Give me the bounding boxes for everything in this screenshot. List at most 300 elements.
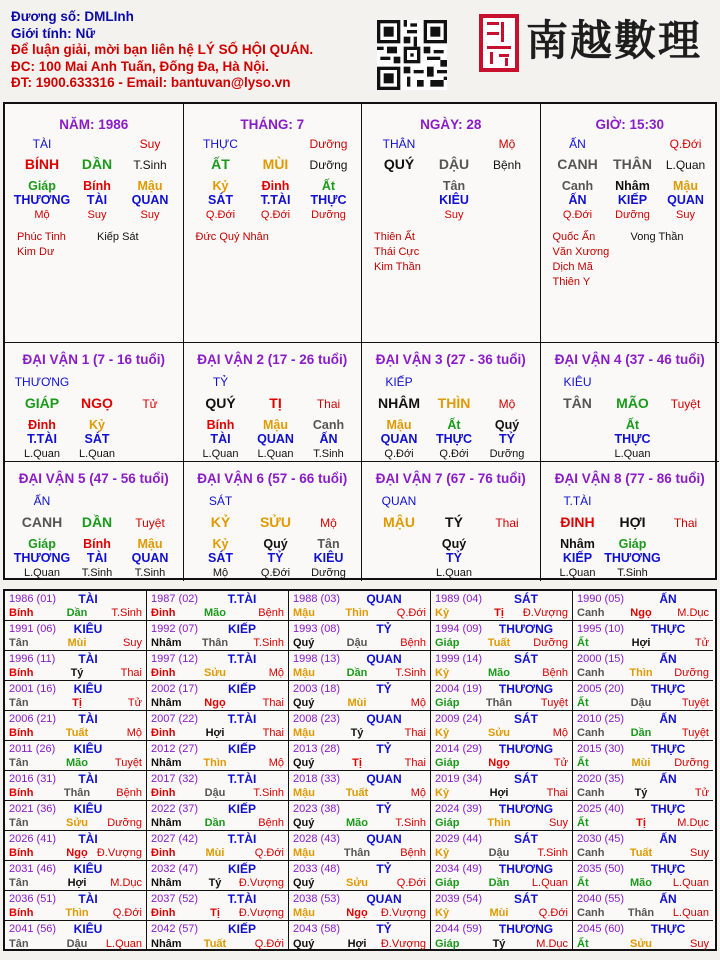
year-stem: Nhâm: [151, 877, 182, 889]
year-cell: [289, 621, 431, 651]
year-branch: Dậu: [630, 697, 652, 709]
year-cell: [431, 801, 573, 831]
year-stage: Dưỡng: [674, 667, 709, 679]
year-stem: Tân: [9, 637, 29, 649]
year-stage: Q.Đới: [254, 847, 284, 859]
earthly-branch: DẬU: [438, 156, 470, 172]
hidden-ten-god: QUAN: [257, 432, 294, 446]
year-ten-god: TỶ: [376, 802, 392, 816]
branch-stage: L.Quan: [665, 158, 706, 172]
hidden-ten-god: KIÊU: [439, 193, 469, 207]
year-label: 2016 (31): [9, 773, 57, 785]
year-stage: Q.Đới: [396, 877, 426, 889]
year-stage: M.Dục: [536, 938, 568, 950]
hidden-stage: Q.Đới: [439, 448, 469, 460]
heavenly-stem: TÂN: [563, 395, 592, 411]
year-branch: Mùi: [205, 847, 225, 859]
year-cell: [147, 621, 289, 651]
ten-god-label: T.TÀI: [563, 494, 592, 508]
dai-van-2: [184, 343, 363, 462]
year-ten-god: SÁT: [514, 772, 538, 786]
year-label: 2040 (55): [577, 893, 625, 905]
year-ten-god: TÀI: [78, 832, 98, 846]
year-cell: [5, 891, 147, 921]
year-label: 2024 (39): [435, 803, 483, 815]
year-branch: Tị: [636, 817, 646, 829]
hidden-stem: Bính: [83, 537, 111, 551]
year-cell: [147, 801, 289, 831]
year-ten-god: KIÊU: [73, 682, 103, 696]
year-stage: Bệnh: [400, 637, 426, 649]
hidden-ten-god: THỰC: [614, 432, 651, 446]
year-branch: Mão: [66, 757, 88, 769]
symbolic-stars: [374, 230, 421, 275]
hidden-stage: T.Sinh: [313, 448, 344, 460]
year-branch: Mùi: [489, 907, 509, 919]
year-ten-god: THƯƠNG: [498, 742, 554, 756]
year-stage: T.Sinh: [537, 847, 568, 859]
year-stage: Bệnh: [258, 817, 284, 829]
year-label: 1999 (14): [435, 653, 483, 665]
year-branch: Dần: [346, 667, 368, 679]
hidden-ten-god: TỶ: [267, 551, 284, 565]
star-name: Thiên Ất: [374, 231, 415, 243]
year-branch: Mão: [488, 667, 510, 679]
hidden-stem: Mậu: [673, 179, 698, 193]
year-label: 2001 (16): [9, 683, 57, 695]
year-stem: Tân: [9, 938, 29, 950]
year-stage: Mộ: [126, 727, 142, 739]
year-cell: [573, 921, 713, 951]
year-stem: Đinh: [151, 787, 176, 799]
year-cell: [573, 621, 713, 651]
year-stem: Bính: [9, 667, 34, 679]
ten-god-label: ẤN: [33, 494, 51, 508]
year-ten-god: T.TÀI: [227, 712, 257, 726]
hidden-ten-god: QUAN: [380, 432, 418, 446]
year-branch: Mùi: [631, 757, 651, 769]
year-branch: Thìn: [629, 667, 653, 679]
year-stage: Đ.Vượng: [238, 877, 284, 889]
year-cell: [5, 921, 147, 951]
dai-van-4: [541, 343, 720, 462]
hidden-stem: Ất: [625, 418, 640, 432]
year-label: 2030 (45): [577, 833, 625, 845]
year-ten-god: ẤN: [659, 712, 677, 726]
year-stem: Đinh: [151, 667, 176, 679]
hidden-stage: Mộ: [212, 567, 229, 579]
year-stage: Bệnh: [542, 667, 568, 679]
year-stem: Giáp: [435, 757, 460, 769]
year-label: 2002 (17): [151, 683, 199, 695]
year-label: 2029 (44): [435, 833, 483, 845]
dai-van-5: [5, 462, 184, 581]
hidden-ten-god: SÁT: [208, 193, 233, 207]
owner-name: Đương số: DMLInh: [11, 9, 134, 24]
year-branch: Dậu: [66, 938, 88, 950]
year-stage: Bệnh: [258, 607, 284, 619]
year-branch: Mùi: [347, 697, 367, 709]
year-stem: Giáp: [435, 637, 460, 649]
year-cell: [5, 801, 147, 831]
earthly-branch: DẦN: [81, 514, 113, 530]
hidden-ten-god: ẤN: [568, 193, 587, 207]
dai-van-1: [5, 343, 184, 462]
year-stage: Bệnh: [116, 787, 142, 799]
hidden-stem: Mậu: [137, 537, 163, 551]
year-ten-god: QUAN: [366, 592, 402, 606]
year-label: 2023 (38): [293, 803, 341, 815]
year-cell: [431, 711, 573, 741]
year-branch: Tị: [494, 607, 504, 619]
year-stage: Đ.Vượng: [522, 607, 568, 619]
year-stage: Tử: [127, 697, 142, 709]
earthly-branch: NGỌ: [81, 395, 113, 411]
year-label: 2044 (59): [435, 923, 483, 935]
year-cell: [147, 741, 289, 771]
hidden-stem: Mậu: [263, 418, 288, 432]
year-cell: [289, 831, 431, 861]
year-ten-god: SÁT: [514, 652, 538, 666]
year-label: 2004 (19): [435, 683, 483, 695]
year-stem: Kỷ: [435, 667, 450, 679]
heavenly-stem: CANH: [557, 156, 598, 172]
contact-line: Để luận giải, mời bạn liên hệ LÝ SỐ HỘI QUÁN.: [11, 42, 314, 58]
year-stem: Bính: [9, 727, 34, 739]
year-label: 2020 (35): [577, 773, 625, 785]
year-stage: Tuyệt: [681, 727, 709, 739]
year-stem: Kỷ: [435, 787, 450, 799]
year-cell: [289, 921, 431, 951]
ten-god-label: THÂN: [382, 137, 416, 151]
year-stage: L.Quan: [672, 907, 709, 919]
year-stage: T.Sinh: [253, 637, 284, 649]
branch-stage: Tử: [142, 397, 158, 411]
year-branch: Dậu: [204, 787, 226, 799]
year-stem: Quý: [293, 817, 315, 829]
year-branch: Sửu: [487, 727, 511, 739]
year-ten-god: THỰC: [650, 622, 686, 636]
branch-stage: T.Sinh: [133, 158, 167, 172]
logo-text: 南越數理: [526, 16, 703, 65]
year-cell: [573, 591, 713, 621]
year-branch: Dậu: [346, 637, 368, 649]
year-cell: [289, 681, 431, 711]
year-stage: M.Dục: [677, 817, 709, 829]
year-stage: Tuyệt: [114, 757, 142, 769]
phone-email-line: ĐT: 1900.633316 - Email: bantuvan@lyso.vn: [11, 75, 291, 91]
year-cell: [431, 891, 573, 921]
hidden-ten-god: TÀI: [86, 193, 108, 207]
year-branch: Tuất: [65, 727, 89, 739]
star-name: Thiên Y: [552, 276, 591, 288]
year-cell: [573, 861, 713, 891]
hidden-stem: Ất: [321, 179, 336, 193]
year-stem: Đinh: [151, 607, 176, 619]
year-stem: Kỷ: [435, 607, 450, 619]
year-stage: Thai: [546, 787, 568, 799]
year-label: 2033 (48): [293, 863, 341, 875]
year-branch: Ngọ: [346, 907, 368, 919]
year-stem: Giáp: [435, 817, 460, 829]
hidden-stem: Canh: [312, 418, 345, 432]
hidden-ten-god: QUAN: [131, 193, 169, 207]
year-cell: [5, 621, 147, 651]
year-branch: Mão: [204, 607, 226, 619]
hidden-stage: L.Quan: [23, 448, 61, 460]
year-stage: Dưỡng: [107, 817, 142, 829]
hidden-ten-god: THỰC: [435, 432, 473, 446]
hidden-ten-god: QUAN: [667, 193, 704, 207]
year-ten-god: QUAN: [366, 772, 402, 786]
year-ten-god: ẤN: [659, 592, 677, 606]
hidden-stem: Ất: [447, 418, 461, 432]
ten-god-label: THƯƠNG: [14, 375, 70, 389]
year-label: 2005 (20): [577, 683, 625, 695]
symbolic-stars-2: [631, 230, 684, 245]
hidden-stage: Mộ: [34, 209, 50, 221]
year-label: 1996 (11): [9, 653, 56, 665]
year-branch: Tý: [492, 938, 506, 950]
hidden-stem: Mậu: [137, 179, 163, 193]
year-stage: Q.Đới: [254, 938, 284, 950]
hidden-stem: Đinh: [28, 418, 56, 432]
dai-van-title: ĐẠI VẬN 8 (77 - 86 tuổi): [554, 471, 705, 486]
year-branch: Hợi: [205, 727, 225, 739]
year-label: 2038 (53): [293, 893, 341, 905]
hidden-ten-god: SÁT: [208, 551, 233, 565]
year-ten-god: THỰC: [650, 742, 686, 756]
hidden-ten-god: THỰC: [310, 193, 347, 207]
branch-stage: Tuyệt: [670, 397, 701, 411]
year-branch: Thân: [627, 907, 655, 919]
year-label: 2039 (54): [435, 893, 483, 905]
year-stem: Đinh: [151, 727, 176, 739]
year-stem: Canh: [577, 667, 605, 679]
year-ten-god: KIẾP: [227, 862, 257, 876]
year-cell: [147, 711, 289, 741]
year-stage: Đ.Vượng: [238, 907, 284, 919]
year-stem: Ất: [577, 637, 589, 649]
pillar-3: [362, 104, 541, 343]
hidden-stem: Kỷ: [212, 537, 229, 551]
year-cell: [289, 741, 431, 771]
hidden-stage: T.Sinh: [81, 567, 113, 579]
hidden-stage: L.Quan: [257, 448, 294, 460]
year-label: 2034 (49): [435, 863, 483, 875]
hidden-stage: T.Sinh: [617, 567, 648, 579]
heavenly-stem: NHÂM: [378, 395, 420, 411]
year-ten-god: T.TÀI: [227, 592, 257, 606]
year-ten-god: ẤN: [659, 652, 677, 666]
year-cell: [5, 831, 147, 861]
hidden-stage: Q.Đới: [562, 209, 593, 221]
year-stem: Giáp: [435, 697, 460, 709]
ten-god-label: ẤN: [569, 137, 586, 151]
year-stem: Bính: [9, 787, 34, 799]
year-stem: Canh: [577, 847, 605, 859]
dai-van-7: [362, 462, 541, 581]
hidden-ten-god: THƯƠNG: [13, 551, 71, 565]
year-stage: Dưỡng: [533, 637, 568, 649]
year-label: 2010 (25): [577, 713, 625, 725]
year-branch: Tuất: [487, 637, 511, 649]
symbolic-stars: [17, 230, 66, 260]
year-ten-god: T.TÀI: [227, 892, 257, 906]
year-label: 2007 (22): [151, 713, 199, 725]
year-ten-god: THƯƠNG: [498, 862, 554, 876]
year-branch: Tý: [208, 877, 222, 889]
year-ten-god: THƯƠNG: [498, 922, 554, 936]
hidden-stage: Q.Đới: [205, 209, 236, 221]
year-branch: Tị: [72, 697, 82, 709]
year-stem: Tân: [9, 817, 29, 829]
year-branch: Hợi: [347, 938, 367, 950]
star-name: Thái Cực: [374, 246, 420, 258]
year-label: 2018 (33): [293, 773, 341, 785]
year-label: 1992 (07): [151, 623, 199, 635]
hidden-ten-god: THƯƠNG: [13, 193, 71, 207]
year-label: 2037 (52): [151, 893, 199, 905]
year-stem: Quý: [293, 757, 315, 769]
year-label: 1993 (08): [293, 623, 341, 635]
year-cell: [431, 591, 573, 621]
earthly-branch: MÃO: [616, 395, 649, 411]
year-stage: L.Quan: [531, 877, 568, 889]
year-ten-god: THỰC: [650, 862, 686, 876]
dai-van-title: ĐẠI VẬN 3 (27 - 36 tuổi): [375, 352, 526, 367]
earthly-branch: SỬU: [259, 514, 292, 530]
year-cell: [5, 711, 147, 741]
year-stem: Kỷ: [435, 727, 450, 739]
pillar-title: NGÀY: 28: [420, 117, 482, 132]
year-ten-god: ẤN: [659, 832, 677, 846]
hidden-stage: Q.Đới: [260, 209, 291, 221]
year-label: 2012 (27): [151, 743, 199, 755]
year-ten-god: ẤN: [659, 892, 677, 906]
life-stage: Dưỡng: [309, 137, 348, 151]
branch-stage: Thai: [316, 397, 341, 411]
heavenly-stem: KỶ: [210, 514, 231, 530]
year-branch: Ngọ: [488, 757, 510, 769]
year-branch: Dần: [488, 877, 510, 889]
year-ten-god: THỰC: [650, 922, 686, 936]
symbolic-stars: [553, 230, 610, 290]
year-label: 1991 (06): [9, 623, 57, 635]
year-branch: Tị: [352, 757, 362, 769]
year-stage: Tử: [694, 637, 709, 649]
qr-code-icon: [377, 20, 447, 90]
year-label: 2026 (41): [9, 833, 57, 845]
year-label: 2015 (30): [577, 743, 625, 755]
ten-god-label: TỶ: [212, 375, 229, 389]
year-branch: Hợi: [67, 877, 87, 889]
year-stage: Tuyệt: [681, 697, 709, 709]
year-stem: Nhâm: [151, 938, 182, 950]
heavenly-stem: ĐINH: [560, 514, 595, 530]
year-stem: Giáp: [435, 877, 460, 889]
year-cell: [431, 921, 573, 951]
year-stage: Suy: [123, 637, 142, 649]
year-branch: Tuất: [629, 847, 653, 859]
year-label: 2042 (57): [151, 923, 199, 935]
hidden-stem: Giáp: [618, 537, 647, 551]
hidden-stage: Q.Đới: [260, 567, 291, 579]
year-branch: Ngọ: [66, 847, 88, 859]
star-name: Phúc Tinh: [17, 231, 66, 243]
year-stem: Mậu: [293, 727, 315, 739]
year-label: 2027 (42): [151, 833, 199, 845]
year-branch: Ngọ: [630, 607, 652, 619]
year-cell: [147, 831, 289, 861]
year-label: 2035 (50): [577, 863, 625, 875]
year-stage: Mộ: [552, 727, 568, 739]
year-branch: Mão: [346, 817, 368, 829]
year-stem: Mậu: [293, 607, 315, 619]
year-label: 1990 (05): [577, 593, 625, 605]
hidden-stage: Q.Đới: [384, 448, 414, 460]
branch-stage: Bệnh: [492, 158, 522, 172]
year-ten-god: SÁT: [514, 592, 538, 606]
hidden-stem: Tân: [442, 179, 466, 193]
year-branch: Thân: [63, 787, 91, 799]
year-stem: Ất: [577, 817, 589, 829]
year-ten-god: TỶ: [376, 922, 392, 936]
branch-stage: Thai: [495, 516, 519, 530]
year-stage: Thai: [262, 727, 284, 739]
year-stem: Canh: [577, 907, 605, 919]
year-stem: Ất: [577, 757, 589, 769]
year-branch: Dần: [66, 607, 88, 619]
hidden-ten-god: KIẾP: [617, 193, 648, 207]
year-stem: Giáp: [435, 938, 460, 950]
year-cell: [5, 591, 147, 621]
dai-van-title: ĐẠI VẬN 2 (17 - 26 tuổi): [197, 352, 348, 367]
year-label: 2013 (28): [293, 743, 341, 755]
earthly-branch: TỊ: [269, 395, 282, 411]
year-label: 2000 (15): [577, 653, 625, 665]
ten-god-label: TÀI: [32, 137, 52, 151]
year-stem: Canh: [577, 607, 605, 619]
year-branch: Tuất: [345, 787, 369, 799]
hidden-ten-god: TỶ: [446, 551, 462, 565]
year-label: 1986 (01): [9, 593, 57, 605]
year-stem: Mậu: [293, 787, 315, 799]
year-cell: [431, 651, 573, 681]
earthly-branch: TÝ: [445, 514, 463, 530]
year-ten-god: TỶ: [376, 682, 392, 696]
hidden-ten-god: QUAN: [131, 551, 169, 565]
earthly-branch: MÙI: [262, 156, 289, 172]
hidden-ten-god: KIẾP: [562, 551, 593, 565]
dai-van-8: [541, 462, 720, 581]
year-ten-god: THỰC: [650, 682, 686, 696]
year-cell: [5, 681, 147, 711]
year-stem: Ất: [577, 877, 589, 889]
pillar-2: [184, 104, 363, 343]
year-label: 2019 (34): [435, 773, 483, 785]
year-ten-god: T.TÀI: [227, 772, 257, 786]
year-cell: [289, 861, 431, 891]
year-branch: Sửu: [203, 667, 227, 679]
hidden-ten-god: T.TÀI: [260, 193, 291, 207]
year-cell: [147, 861, 289, 891]
year-label: 1995 (10): [577, 623, 625, 635]
pillar-4: [541, 104, 720, 343]
star-name: Kiếp Sát: [97, 231, 139, 243]
hidden-ten-god: SÁT: [84, 432, 110, 446]
dai-van-title: ĐẠI VẬN 5 (47 - 56 tuổi): [18, 471, 169, 486]
